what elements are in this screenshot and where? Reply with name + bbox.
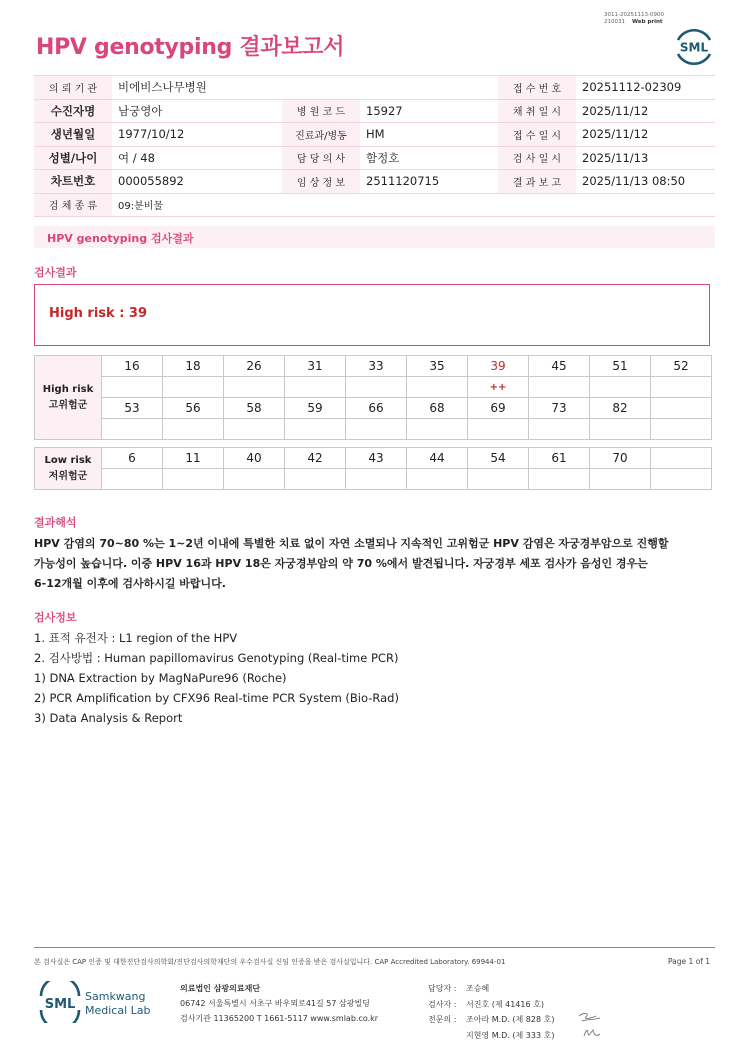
sml-logo-icon [674,26,714,66]
low-risk-label [35,448,102,490]
test-info-list [34,628,399,728]
organization-name: 의료법인 삼광의료재단 [180,984,261,993]
interpretation-line: 가능성이 높습니다. 이중 HPV 16과 HPV 18은 자궁경부암의 약 70 %에서 발견됩니다. 자궁경부 세포 검사가 음성인 경우는 [34,557,648,570]
genotype-cell: 42 [285,448,346,469]
genotype-result-cell [285,469,346,490]
genotype-result-cell [163,469,224,490]
document-code-line1: 3011-20251113-0900 [604,12,664,18]
genotype-result-cell [346,377,407,398]
genotype-result-cell [529,377,590,398]
genotype-cell: 70 [590,448,651,469]
genotype-result-cell [529,469,590,490]
genotype-cell: 6 [102,448,163,469]
info-row [34,170,715,194]
info-label: 접 수 일 시 [498,123,576,147]
test-info-line: 1. 표적 유전자 : L1 region of the HPV [34,631,238,645]
info-label: 생년월일 [34,123,112,147]
info-label: 접 수 번 호 [498,76,576,100]
staff-row: 검사자 : 서진호 (제 41416 호) [428,999,544,1009]
genotype-cell [651,398,712,419]
result-text: High risk : 39 [49,306,148,321]
info-label: 병 원 코 드 [282,99,360,123]
test-info-line: 1) DNA Extraction by MagNaPure96 (Roche) [34,671,287,685]
info-value: 비에비스나무병원 [112,76,282,100]
genotype-cell: 31 [285,356,346,377]
info-value: 함정호 [360,146,498,170]
genotype-result-cell [285,377,346,398]
low-risk-label-kr: 저위험군 [48,470,88,482]
specimen-label: 검 체 종 류 [34,193,112,217]
genotype-result-cell [102,469,163,490]
genotype-cell: 69 [468,398,529,419]
info-label: 검 사 일 시 [498,146,576,170]
test-info-label: 검사정보 [34,611,77,624]
info-value: 2025/11/13 [576,146,715,170]
test-info-line: 2) PCR Amplification by CFX96 Real-time PCR System (Bio-Rad) [34,691,399,705]
staff-row: 지현영 M.D. (제 333 호) [466,1030,555,1040]
test-info-line: 3) Data Analysis & Report [34,711,183,725]
info-label: 의 뢰 기 관 [34,76,112,100]
page-number: Page 1 of 1 [668,957,711,966]
genotype-result-cell [163,419,224,440]
staff-list [428,981,554,1043]
info-value: 여 / 48 [112,146,282,170]
info-label [282,76,360,100]
genotype-cell: 66 [346,398,407,419]
info-row [34,76,715,100]
genotype-cell: 35 [407,356,468,377]
genotype-result-cell [590,469,651,490]
test-info-line: 2. 검사방법 : Human papillomavirus Genotyping (Real-time PCR) [34,651,399,665]
organization-contact: 검사기관 11365200 T 1661-5117 www.smlab.co.kr [180,1014,379,1023]
info-row [34,123,715,147]
genotype-cell: 18 [163,356,224,377]
genotype-cell: 51 [590,356,651,377]
interpretation-text [34,534,714,594]
genotype-result-cell [651,469,712,490]
genotype-cell: 33 [346,356,407,377]
genotype-result-cell [346,419,407,440]
info-label: 임 상 정 보 [282,170,360,194]
genotype-result-cell [590,419,651,440]
interpretation-line: HPV 감염의 70~80 %는 1~2년 이내에 특별한 치료 없이 자연 소멸되나 지속적인 고위험군 HPV 감염은 자궁경부암으로 진행할 [34,537,669,550]
staff-row: 담당자 : 조승혜 [428,984,490,993]
low-risk-label-en: Low risk [44,454,92,466]
section-title-bar: HPV genotyping 검사결과 [34,226,715,248]
genotype-result-cell [163,377,224,398]
genotype-result-cell [346,469,407,490]
staff-row: 전문의 : 조아라 M.D. (제 828 호) [428,1015,555,1024]
sml-logo-text: SML [679,40,709,55]
genotype-cell: 56 [163,398,224,419]
genotype-result-cell [590,377,651,398]
info-row [34,146,715,170]
organization-info [180,981,378,1026]
samkwang-logo-icon [38,981,158,1023]
info-label: 담 당 의 사 [282,146,360,170]
genotype-cell: 43 [346,448,407,469]
genotype-result-cell [651,419,712,440]
interpretation-line: 6-12개월 이후에 검사하시길 바랍니다. [34,577,226,590]
info-value: 1977/10/12 [112,123,282,147]
genotype-cell: 53 [102,398,163,419]
result-label: 검사결과 [34,266,77,279]
genotype-cell: 52 [651,356,712,377]
low-risk-table [34,447,712,490]
info-label: 차트번호 [34,170,112,194]
info-value: 000055892 [112,170,282,194]
genotype-cell: 59 [285,398,346,419]
genotype-cell: 40 [224,448,285,469]
info-value: 2511120715 [360,170,498,194]
genotype-cell: 73 [529,398,590,419]
info-value [360,76,498,100]
info-label: 진료과/병동 [282,123,360,147]
page-title: HPV genotyping 결과보고서 [36,35,345,60]
info-value: 20251112-02309 [576,76,715,100]
specimen-value: 09:분비물 [112,193,715,217]
patient-info-table [34,75,715,217]
genotype-result-cell [651,377,712,398]
info-label: 수진자명 [34,99,112,123]
genotype-result-cell [407,377,468,398]
genotype-result-cell [468,419,529,440]
genotype-result-cell [407,469,468,490]
genotype-cell: 54 [468,448,529,469]
info-row [34,99,715,123]
genotype-cell: 45 [529,356,590,377]
info-label: 채 취 일 시 [498,99,576,123]
info-label: 성별/나이 [34,146,112,170]
genotype-result-cell [285,419,346,440]
info-value: HM [360,123,498,147]
genotype-cell: 61 [529,448,590,469]
info-value: 2025/11/13 08:50 [576,170,715,194]
genotype-cell: 39 [468,356,529,377]
document-code-line2a: 210031 [604,18,625,25]
samkwang-logo-sml: SML [44,997,76,1012]
genotype-result-cell [224,419,285,440]
genotype-result-cell [529,419,590,440]
high-risk-label [35,356,102,440]
footer-divider [34,947,715,948]
web-print-label: Web print [632,18,663,25]
genotype-cell: 58 [224,398,285,419]
document-code [604,12,664,25]
high-risk-table [34,355,712,440]
genotype-cell: 26 [224,356,285,377]
organization-address: 06742 서울특별시 서초구 바우뫼로41길 57 삼광빌딩 [180,999,370,1008]
genotype-result-cell [407,419,468,440]
high-risk-label-en: High risk [42,383,94,395]
info-label: 결 과 보 고 [498,170,576,194]
certification-note: 본 검사실은 CAP 인증 및 대한진단검사의학회/진단검사의학재단의 우수검사실 신임 인증을 받은 검사실입니다. CAP Accredited Laboratory. 69944-01 [34,958,506,966]
info-value: 남궁영아 [112,99,282,123]
genotype-cell: 16 [102,356,163,377]
samkwang-logo-name1: Samkwang [85,990,146,1003]
high-risk-label-kr: 고위험군 [48,399,88,411]
samkwang-logo-name2: Medical Lab [85,1004,151,1017]
genotype-result-cell [224,469,285,490]
genotype-cell: 44 [407,448,468,469]
genotype-cell: 82 [590,398,651,419]
genotype-result-cell [224,377,285,398]
interpretation-label: 결과해석 [34,516,77,529]
genotype-cell: 11 [163,448,224,469]
genotype-result-cell [102,419,163,440]
genotype-result-cell [102,377,163,398]
genotype-result-cell [468,469,529,490]
info-value: 2025/11/12 [576,123,715,147]
info-value: 15927 [360,99,498,123]
genotype-result-cell: ++ [468,377,529,398]
genotype-cell: 68 [407,398,468,419]
info-value: 2025/11/12 [576,99,715,123]
specimen-row [34,193,715,217]
signature-icon [576,1010,606,1040]
genotype-cell [651,448,712,469]
